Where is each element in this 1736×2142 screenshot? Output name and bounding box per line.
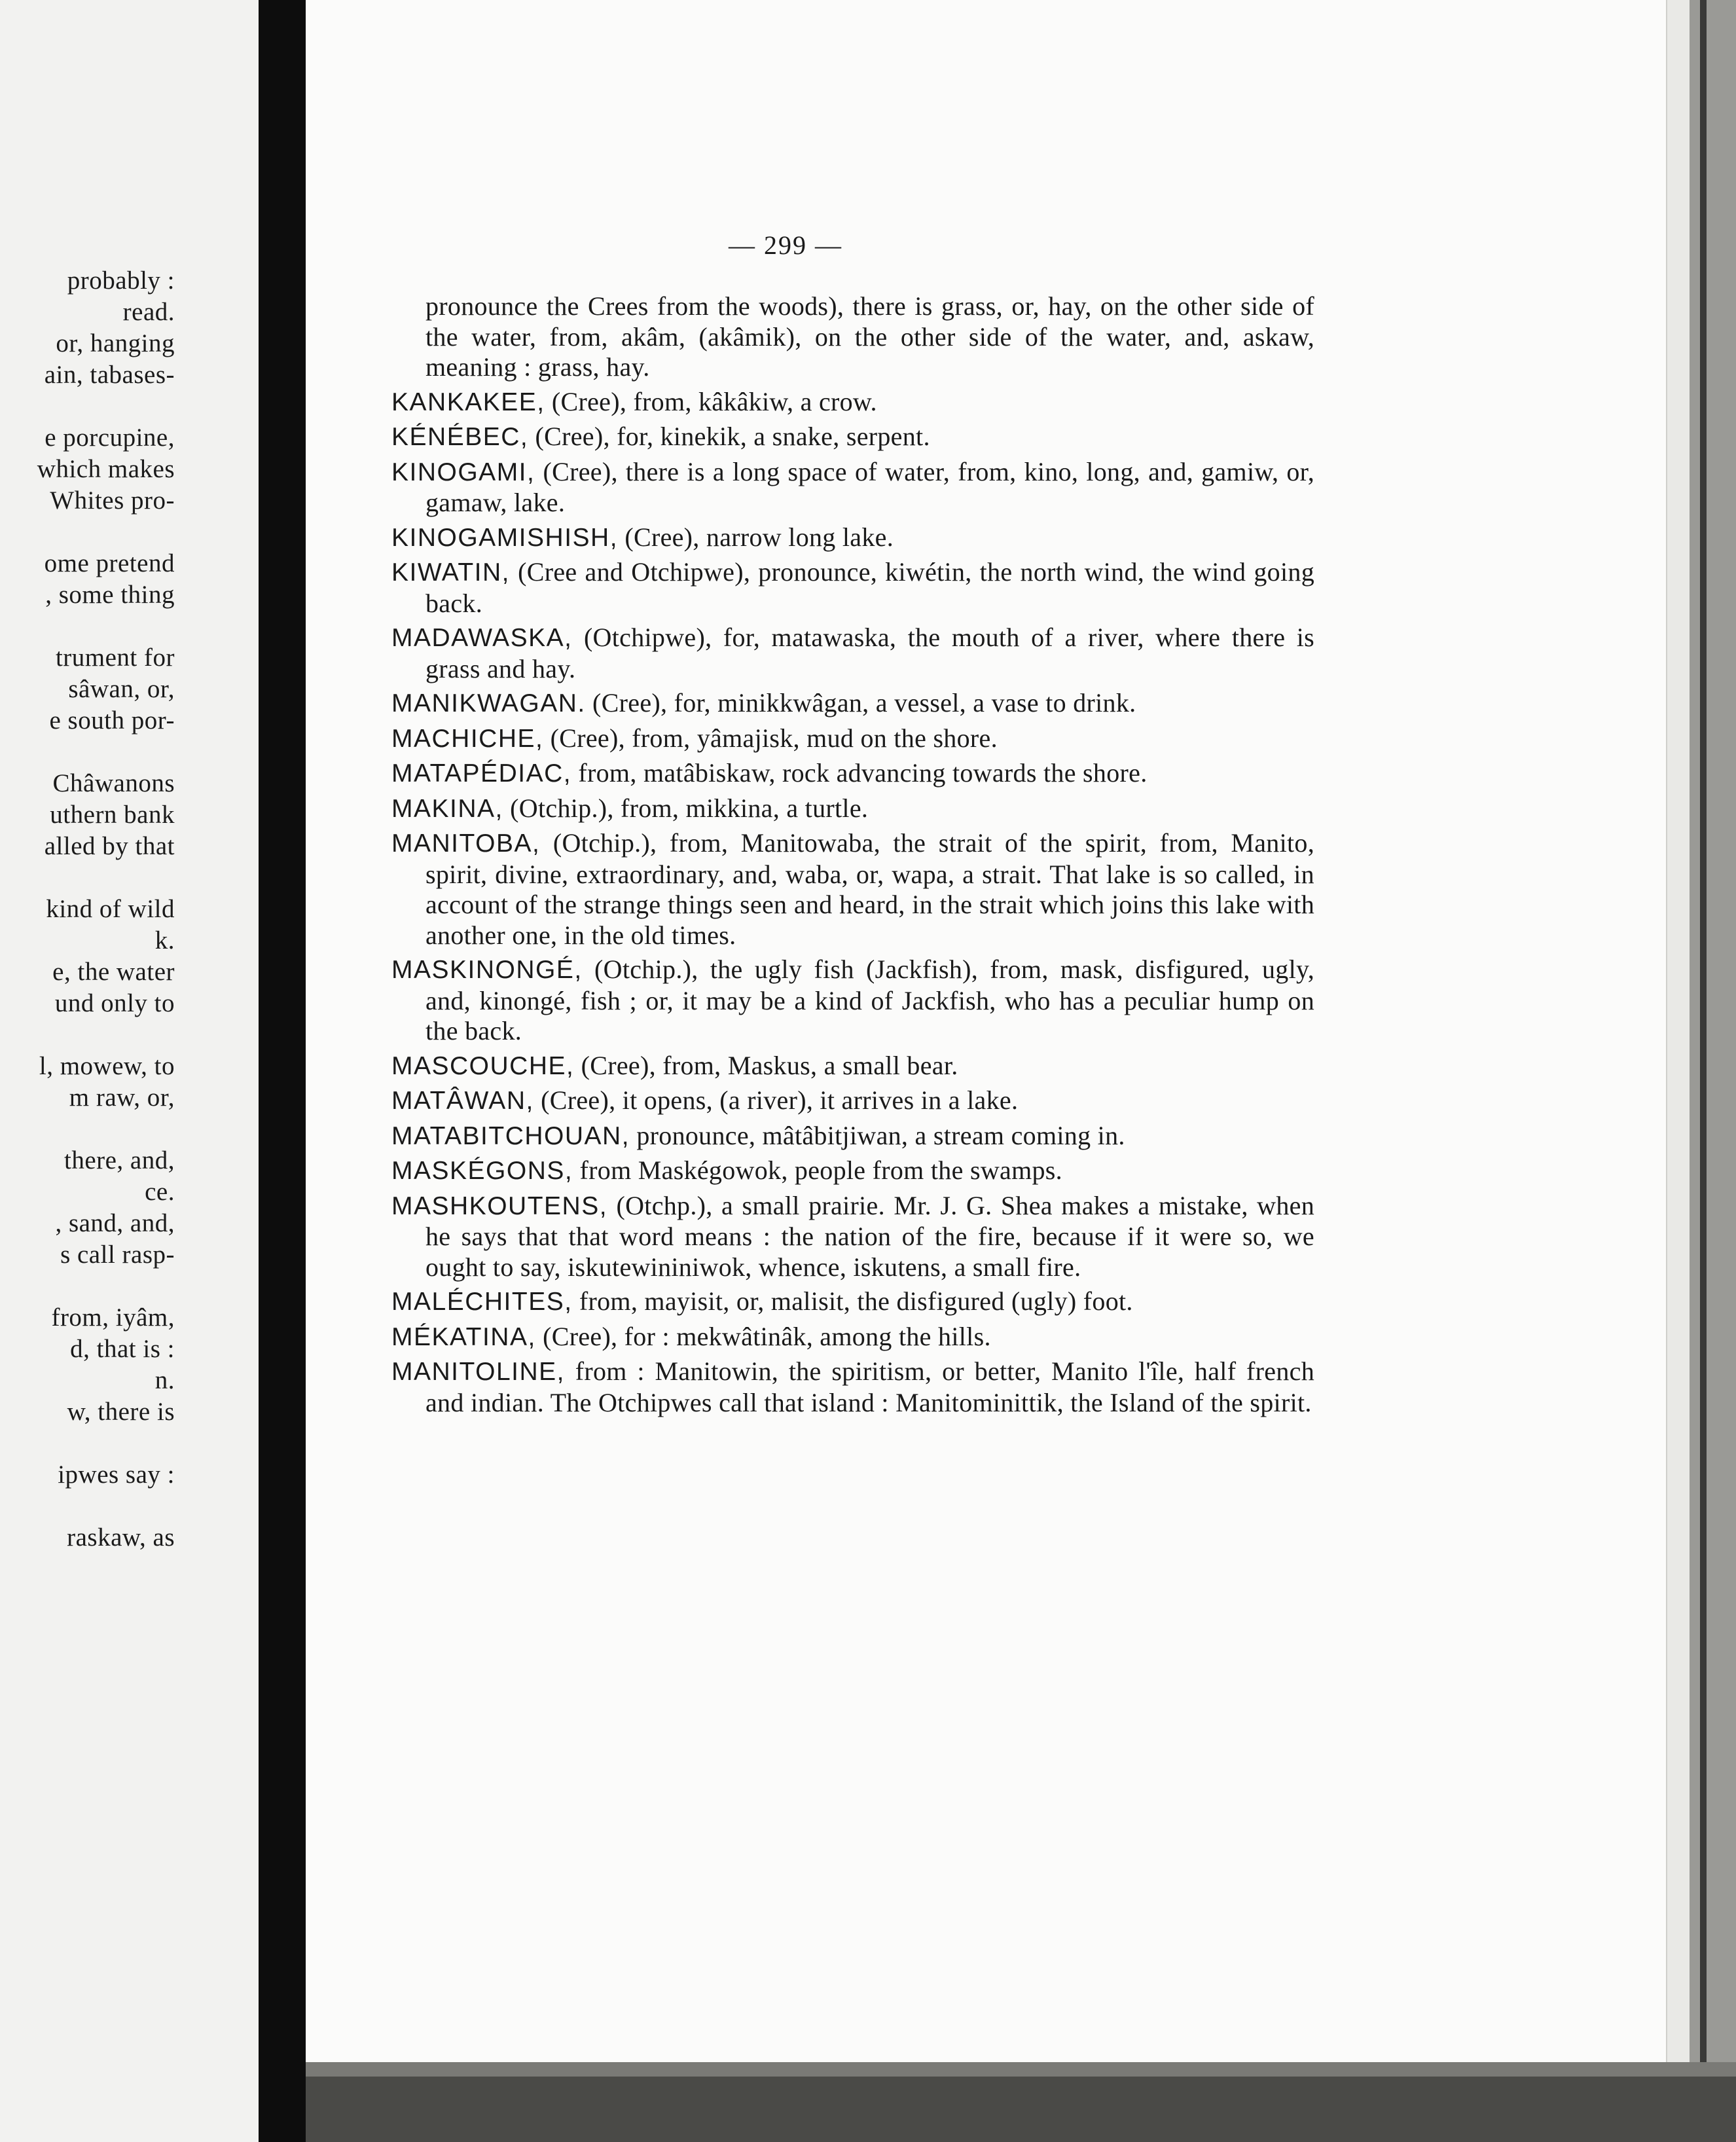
dictionary-entries: [391, 291, 1314, 1422]
entry-definition: from, mayisit, or, malisit, the disfigured (ugly) foot.: [572, 1286, 1133, 1316]
left-page-line: e porcupine,: [45, 424, 175, 452]
left-page-line: alled by that: [44, 832, 175, 860]
entry-spacer: [391, 1418, 1314, 1422]
entry-headword: MANITOLINE,: [391, 1358, 565, 1386]
dictionary-entry: [391, 623, 1314, 684]
dictionary-entry: [391, 1085, 1314, 1117]
left-page-line: [0, 1271, 175, 1302]
right-scan-border: [1690, 0, 1736, 2142]
bottom-scan-border-highlight: [306, 2062, 1736, 2077]
entry-definition: (Cree), narrow long lake.: [618, 522, 894, 552]
entry-definition: from, matâbiskaw, rock advancing towards the shore.: [571, 758, 1148, 788]
left-page-line: sâwan, or,: [68, 675, 175, 703]
entry-definition: (Otchip.), from, mikkina, a turtle.: [503, 793, 869, 823]
left-page-line: k.: [154, 926, 175, 954]
entry-headword: KIWATIN,: [391, 558, 510, 587]
left-page-line: , some thing: [45, 581, 175, 609]
dictionary-entry: [391, 1155, 1314, 1187]
entry-headword: MATABITCHOUAN,: [391, 1121, 630, 1150]
left-page-line: d, that is :: [70, 1335, 175, 1363]
dictionary-entry: [391, 723, 1314, 755]
left-page-line: l, mowew, to: [39, 1052, 175, 1080]
dictionary-entry: [391, 1356, 1314, 1418]
left-page-line: there, and,: [63, 1146, 175, 1174]
dictionary-entry: [391, 1121, 1314, 1152]
dictionary-entry: [391, 758, 1314, 790]
entry-headword: KANKAKEE,: [391, 388, 545, 416]
dictionary-entry: [391, 291, 1314, 383]
entry-definition: (Otchipwe), for, matawaska, the mouth of a river, where there is grass and hay.: [425, 623, 1314, 683]
dictionary-entry: [391, 688, 1314, 719]
entry-definition: (Cree), from, kâkâkiw, a crow.: [545, 386, 877, 416]
left-page-line: read.: [122, 298, 175, 326]
entry-definition: pronounce the Crees from the woods), there is grass, or, hay, on the other side of the water, from, akâm, (akâmik), on the other side of the water, and, askaw, meaning : grass, hay.: [425, 291, 1314, 382]
entry-definition: from : Manitowin, the spiritism, or better, Manito l'île, half french and indian. The Otchipwes call that island : Manitominittik, the Island of the spirit.: [425, 1356, 1314, 1417]
left-page-line: w, there is: [67, 1398, 175, 1426]
left-page-line: ce.: [145, 1178, 175, 1206]
left-page-line: [0, 736, 175, 768]
entry-definition: (Otchip.), the ugly fish (Jackfish), from, mask, disfigured, ugly, and, kinongé, fish ; or, it may be a kind of Jackfish, who has a peculiar hump on the back.: [425, 954, 1314, 1045]
left-page-line: [0, 1428, 175, 1459]
dictionary-entry: [391, 954, 1314, 1047]
left-page-line: ipwes say :: [58, 1461, 175, 1489]
left-page-line: Whites pro-: [50, 486, 175, 515]
dictionary-entry: [391, 1191, 1314, 1283]
dictionary-entry: [391, 457, 1314, 518]
entry-headword: MANITOBA,: [391, 829, 541, 858]
entry-headword: MALÉCHITES,: [391, 1288, 573, 1316]
left-page-line: m raw, or,: [69, 1083, 175, 1112]
entry-headword: MACHICHE,: [391, 724, 544, 753]
right-scan-border-shadow: [1700, 0, 1707, 2062]
left-page-line: Châwanons: [52, 769, 175, 797]
left-page-line: kind of wild: [46, 895, 175, 923]
left-page-line: s call rasp-: [60, 1241, 175, 1269]
dictionary-entry: [391, 557, 1314, 619]
entry-headword: MANIKWAGAN.: [391, 689, 586, 717]
left-page-line: n.: [154, 1366, 175, 1394]
page-edge: [1666, 0, 1691, 2062]
entry-definition: (Cree), it opens, (a river), it arrives in a lake.: [533, 1085, 1019, 1115]
left-page-line: probably :: [67, 266, 175, 295]
left-page-line: ain, tabases-: [44, 361, 175, 389]
left-page-line: [0, 611, 175, 642]
entry-definition: (Otchip.), from, Manitowaba, the strait of the spirit, from, Manito, spirit, divine, extraordinary, and, waba, or, wapa, a strait. That lake is so called, in account of the strange things seen and heard, in the strait which joins this lake with another one, in the old times.: [425, 828, 1314, 950]
entry-headword: MADAWASKA,: [391, 624, 573, 652]
dictionary-entry: [391, 1322, 1314, 1353]
dictionary-entry: [391, 1051, 1314, 1082]
left-page-line: [0, 1114, 175, 1145]
left-page-line: , sand, and,: [55, 1209, 175, 1237]
entry-headword: KINOGAMISHISH,: [391, 523, 619, 552]
entry-headword: KINOGAMI,: [391, 458, 535, 486]
entry-headword: MASKINONGÉ,: [391, 956, 583, 984]
left-page-line: [0, 1491, 175, 1522]
left-page-line: ome pretend: [44, 549, 175, 577]
entry-headword: MASHKOUTENS,: [391, 1191, 608, 1220]
entry-definition: (Cree), for, minikkwâgan, a vessel, a vase to drink.: [585, 688, 1136, 717]
entry-headword: MATÂWAN,: [391, 1087, 534, 1115]
entry-headword: MATAPÉDIAC,: [391, 759, 572, 788]
entry-headword: MÉKATINA,: [391, 1322, 536, 1351]
entry-definition: pronounce, mâtâbitjiwan, a stream coming in.: [630, 1120, 1125, 1150]
left-page-line: or, hanging: [56, 329, 175, 357]
left-page-line: [0, 517, 175, 548]
left-page-line: und only to: [54, 989, 175, 1017]
entry-definition: (Cree), for : mekwâtinâk, among the hills.: [535, 1321, 991, 1351]
entry-headword: KÉNÉBEC,: [391, 423, 529, 451]
left-page-line: [0, 391, 175, 422]
left-page-line: from, iyâm,: [51, 1303, 175, 1332]
dictionary-entry: [391, 1286, 1314, 1318]
dictionary-entry: [391, 828, 1314, 951]
left-page-line: [0, 1019, 175, 1051]
entry-definition: (Otchp.), a small prairie. Mr. J. G. Shea makes a mistake, when he says that that word means : the nation of the fire, because if it were so, we ought to say, iskutewininiwok, whence, iskutens, a small fire.: [425, 1190, 1314, 1282]
entry-definition: (Cree and Otchipwe), pronounce, kiwétin, the north wind, the wind going back.: [425, 557, 1314, 618]
entry-definition: (Cree), from, Maskus, a small bear.: [574, 1050, 958, 1080]
dictionary-entry: [391, 522, 1314, 554]
left-page-line: [0, 862, 175, 894]
left-page-line: which makes: [37, 455, 175, 483]
left-page-line: trument for: [55, 644, 175, 672]
left-page-line: raskaw, as: [67, 1523, 175, 1552]
entry-definition: (Cree), from, yâmajisk, mud on the shore.: [543, 723, 998, 753]
left-page-fragment: [0, 0, 259, 2142]
entry-headword: MASKÉGONS,: [391, 1157, 573, 1185]
dictionary-entry: [391, 793, 1314, 825]
dictionary-entry: [391, 422, 1314, 453]
left-page-lines: [0, 265, 175, 1553]
entry-headword: MAKINA,: [391, 794, 503, 823]
page-number: — 299 —: [729, 230, 842, 260]
entry-definition: (Cree), for, kinekik, a snake, serpent.: [528, 422, 930, 451]
entry-definition: (Cree), there is a long space of water, from, kino, long, and, gamiw, or, gamaw, lake.: [425, 456, 1314, 517]
left-page-line: e south por-: [49, 706, 175, 735]
entry-headword: MASCOUCHE,: [391, 1051, 575, 1080]
left-page-line: e, the water: [52, 958, 175, 986]
entry-definition: from Maskégowok, people from the swamps.: [573, 1155, 1062, 1185]
dictionary-entry: [391, 387, 1314, 418]
book-gutter: [259, 0, 306, 2142]
left-page-line: uthern bank: [50, 801, 175, 829]
